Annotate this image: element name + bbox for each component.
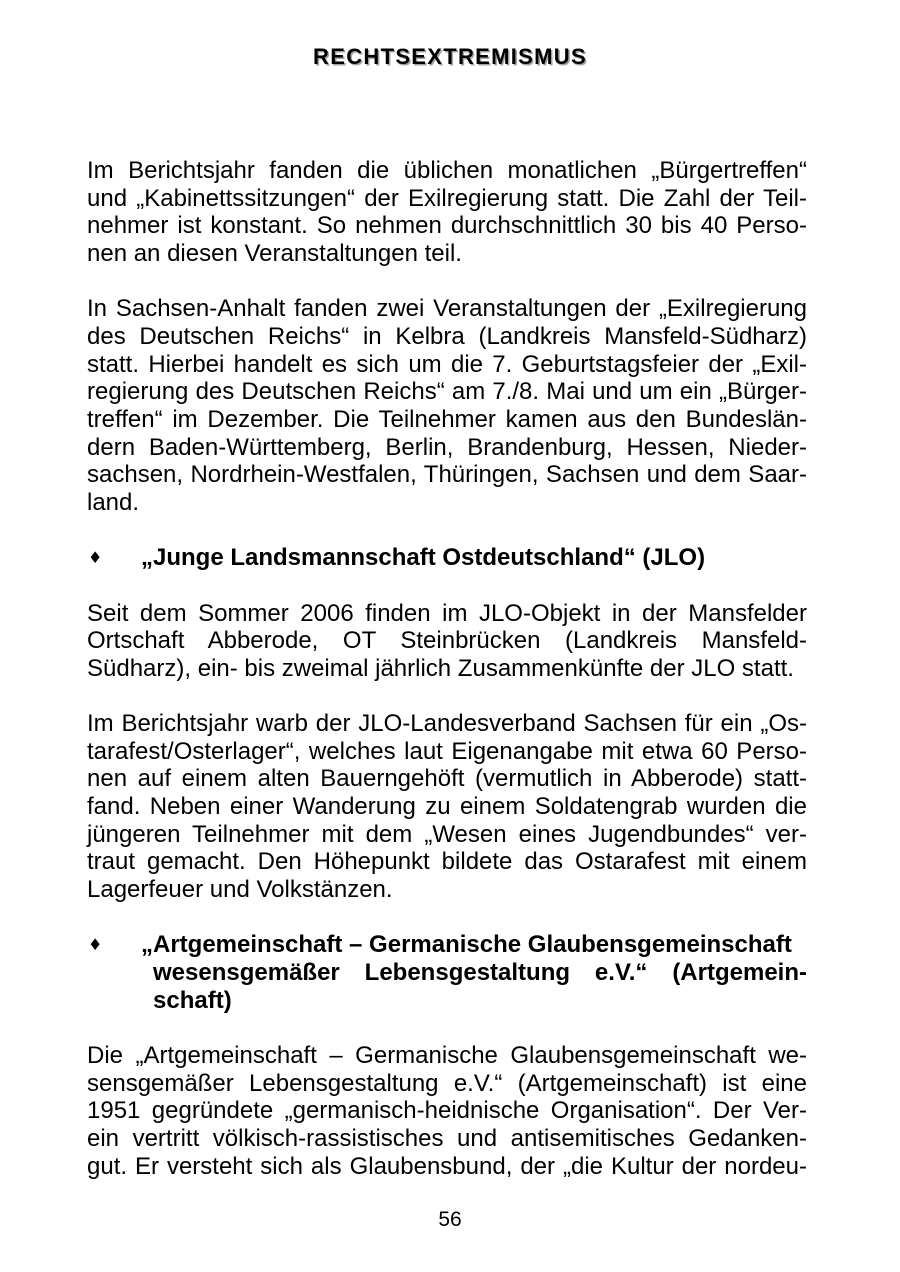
paragraph-line: nen auf einem alten Bauerngehöft (vermutlich in Abberode) statt- xyxy=(87,765,807,793)
paragraph-jlo-objekt xyxy=(87,600,807,683)
paragraph-line: regierung des Deutschen Reichs“ am 7./8. Mai und um ein „Bürger- xyxy=(87,378,807,406)
diamond-bullet-icon: ♦ xyxy=(88,935,103,955)
heading-line: „Junge Landsmannschaft Ostdeutschland“ (JLO) xyxy=(141,544,706,572)
paragraph-line: land. xyxy=(87,488,140,516)
heading-line: „Artgemeinschaft – Germanische Glaubensgemeinschaft xyxy=(141,931,792,959)
paragraph-line: tarafest/Osterlager“, welches laut Eigenangabe mit etwa 60 Perso- xyxy=(87,737,807,765)
running-head: RECHTSEXTREMISMUS xyxy=(313,44,587,69)
paragraph-exilregierung-treffen xyxy=(87,157,807,268)
section-heading-artgemeinschaft xyxy=(87,931,807,1014)
paragraph-line: Die „Artgemeinschaft – Germanische Glaubensgemeinschaft we- xyxy=(87,1042,807,1069)
paragraph-artgemeinschaft xyxy=(87,1042,807,1180)
paragraph-line: 1951 gegründete „germanisch-heidnische Organisation“. Der Ver- xyxy=(87,1097,807,1125)
paragraph-line: traut gemacht. Den Höhepunkt bildete das Ostarafest mit einem xyxy=(87,848,807,876)
paragraph-line: nehmer ist konstant. So nehmen durchschnittlich 30 bis 40 Perso- xyxy=(87,212,807,240)
diamond-bullet-icon: ♦ xyxy=(88,548,103,568)
page-number: 56 xyxy=(438,1208,462,1231)
section-heading-jlo xyxy=(87,544,807,572)
paragraph-line: Ortschaft Abberode, OT Steinbrücken (Landkreis Mansfeld- xyxy=(87,627,807,655)
paragraph-line: In Sachsen-Anhalt fanden zwei Veranstaltungen der „Exilregierung xyxy=(87,295,807,323)
paragraph-line: fand. Neben einer Wanderung zu einem Soldatengrab wurden die xyxy=(87,793,807,821)
paragraph-line: Im Berichtsjahr fanden die üblichen monatlichen „Bürgertreffen“ xyxy=(87,157,807,184)
paragraph-line: ein vertritt völkisch-rassistisches und antisemitisches Gedanken- xyxy=(87,1124,807,1152)
paragraph-line: sensgemäßer Lebensgestaltung e.V.“ (Artgemeinschaft) ist eine xyxy=(87,1069,807,1097)
paragraph-line: gut. Er versteht sich als Glaubensbund, der „die Kultur der nordeu- xyxy=(87,1152,807,1180)
paragraph-ostarafest xyxy=(87,710,807,904)
paragraph-line: statt. Hierbei handelt es sich um die 7. Geburtstagsfeier der „Exil- xyxy=(87,350,807,378)
paragraph-line: sachsen, Nordrhein-Westfalen, Thüringen, Sachsen und dem Saar- xyxy=(87,461,807,489)
paragraph-line: Südharz), ein- bis zweimal jährlich Zusammenkünfte der JLO statt. xyxy=(87,654,794,682)
paragraph-line: des Deutschen Reichs“ in Kelbra (Landkreis Mansfeld-Südharz) xyxy=(87,322,807,350)
paragraph-line: jüngeren Teilnehmer mit dem „Wesen eines Jugendbundes“ ver- xyxy=(87,820,807,848)
paragraph-line: Lagerfeuer und Volkstänzen. xyxy=(87,876,393,904)
paragraph-line: nen an diesen Veranstaltungen teil. xyxy=(87,239,462,267)
paragraph-line: und „Kabinettssitzungen“ der Exilregierung statt. Die Zahl der Teil- xyxy=(87,184,807,212)
heading-line: wesensgemäßer Lebensgestaltung e.V.“ (Artgemein- xyxy=(153,959,807,987)
paragraph-line: Seit dem Sommer 2006 finden im JLO-Objekt in der Mansfelder xyxy=(87,599,807,627)
paragraph-sachsen-anhalt xyxy=(87,295,807,516)
paragraph-line: Im Berichtsjahr warb der JLO-Landesverband Sachsen für ein „Os- xyxy=(87,710,807,738)
heading-line: schaft) xyxy=(153,986,232,1014)
paragraph-line: treffen“ im Dezember. Die Teilnehmer kamen aus den Bundeslän- xyxy=(87,405,807,433)
body-text xyxy=(87,157,807,1180)
paragraph-line: dern Baden-Württemberg, Berlin, Brandenburg, Hessen, Nieder- xyxy=(87,433,807,461)
